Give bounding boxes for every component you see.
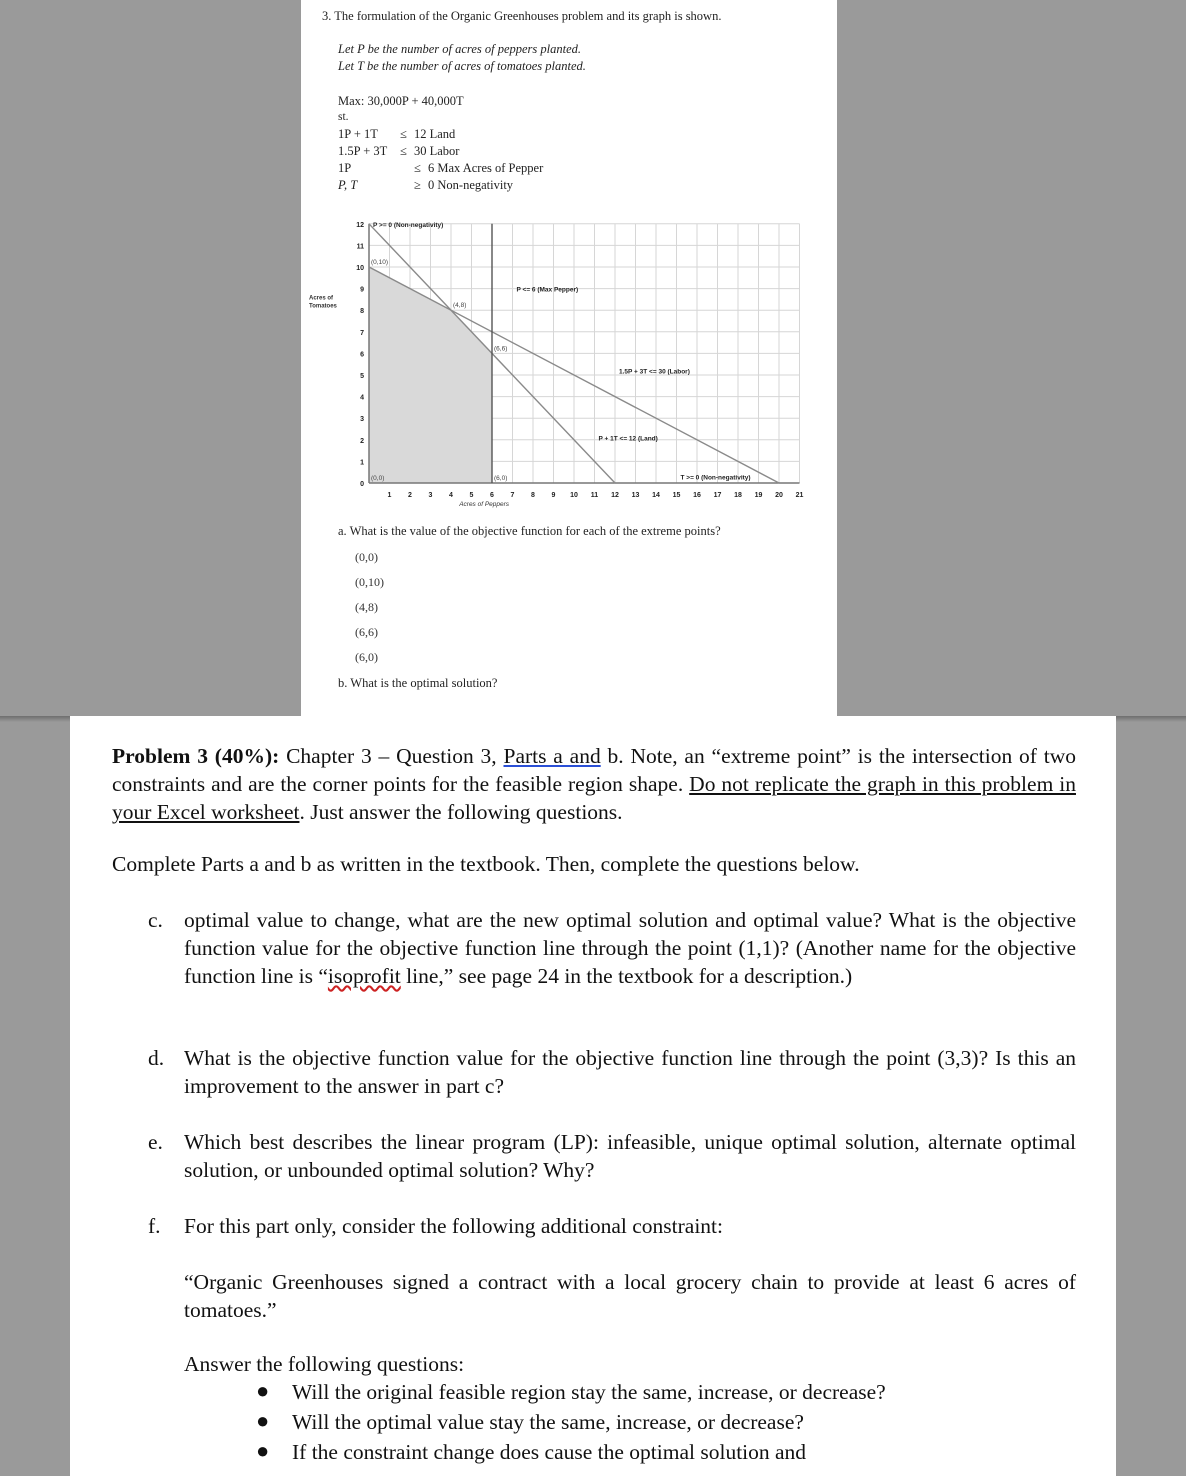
question-e-label: e. xyxy=(148,1130,163,1154)
question-f-text: For this part only, consider the following additional constraint: xyxy=(184,1214,724,1238)
point-label: (0,10) xyxy=(371,259,388,266)
question-c xyxy=(148,906,1076,990)
y-tick-label: 12 xyxy=(356,221,364,229)
textbook-title: 3. The formulation of the Organic Greenhouses problem and its graph is shown. xyxy=(322,9,722,23)
x-tick-label: 3 xyxy=(428,492,433,499)
x-tick-label: 7 xyxy=(510,492,515,499)
x-tick-label: 12 xyxy=(611,492,619,499)
chart-annotation: 1.5P + 3T <= 30 (Labor) xyxy=(619,368,690,376)
extreme-point: (6,0) xyxy=(355,650,378,664)
question-f xyxy=(148,1212,1076,1240)
chart-annotation: P >= 0 (Non-negativity) xyxy=(373,221,444,229)
extreme-point: (6,6) xyxy=(355,625,378,639)
y-tick-label: 3 xyxy=(360,416,364,424)
question-c-label: c. xyxy=(148,908,163,932)
point-label: (0,0) xyxy=(371,475,385,482)
answer-header: Answer the following questions: xyxy=(184,1352,465,1376)
x-axis-title: Acres of Peppers xyxy=(459,501,510,508)
st-label: st. xyxy=(338,111,349,123)
parts-underlined: Parts a and xyxy=(503,744,601,768)
x-tick-label: 4 xyxy=(449,492,453,499)
point-label: (6,0) xyxy=(494,475,508,482)
problem-tail: . Just answer the following questions. xyxy=(299,800,623,824)
problem-label: Problem 3 xyxy=(112,744,208,768)
y-axis-title: Acres of xyxy=(309,295,334,302)
point-label: (4,8) xyxy=(453,302,467,310)
question-c-text-end: line,” see page 24 in the textbook for a description.) xyxy=(400,964,853,988)
list-item: ● Will the original feasible region stay the same, increase, or decrease? xyxy=(256,1378,886,1404)
question-d-label: d. xyxy=(148,1046,165,1070)
point-label: (6,6) xyxy=(494,345,508,353)
question-d-text: What is the objective function value for the objective function line through the point (3,3)? Is this an improvement to the answer in part c? xyxy=(184,1046,1076,1098)
y-tick-label: 7 xyxy=(360,329,364,337)
extreme-point: (0,10) xyxy=(355,575,384,589)
y-tick-label: 6 xyxy=(360,351,364,359)
problem-lead: Chapter 3 – Question 3, xyxy=(286,744,504,768)
constraint-row: 1P + 1T ≤ 12 Land xyxy=(338,127,456,141)
y-tick-label: 11 xyxy=(356,243,364,251)
x-tick-label: 15 xyxy=(672,492,681,499)
let-t: Let T be the number of acres of tomatoes planted. xyxy=(338,59,586,73)
y-tick-label: 4 xyxy=(360,394,364,402)
extreme-point: (4,8) xyxy=(355,600,378,614)
x-tick-label: 10 xyxy=(570,492,578,499)
textbook-panel xyxy=(301,0,837,716)
y-tick-label: 0 xyxy=(360,481,364,488)
chart-annotation: P <= 6 (Max Pepper) xyxy=(516,286,579,294)
x-tick-label: 9 xyxy=(551,492,556,499)
list-item: ● Will the optimal value stay the same, increase, or decrease? xyxy=(256,1408,804,1434)
y-tick-label: 5 xyxy=(360,373,364,380)
y-axis-title: Tomatoes xyxy=(309,303,337,310)
no-replicate-note: Do not replicate the graph in this problem in your Excel worksheet xyxy=(112,772,1076,824)
y-tick-label: 1 xyxy=(360,459,364,467)
isoprofit-word: isoprofit xyxy=(327,964,401,988)
question-e-text: Which best describes the linear program (LP): infeasible, unique optimal solution, alternate optimal solution, or unbounded optimal solution? Why? xyxy=(184,1130,1076,1182)
y-tick-label: 9 xyxy=(360,286,364,294)
constraint-row: P, T ≥ 0 Non-negativity xyxy=(338,178,514,192)
x-tick-label: 16 xyxy=(693,492,701,499)
question-b: b. What is the optimal solution? xyxy=(338,676,498,690)
problem-document xyxy=(70,716,1116,1476)
x-tick-label: 21 xyxy=(795,492,804,499)
question-c-text: optimal value to change, what are the new optimal solution and optimal value? What is the objective function value for the objective function line through the point (1,1)? (Another name for the objective function line is “ xyxy=(184,908,1076,988)
x-tick-label: 8 xyxy=(531,492,535,499)
lp-graph xyxy=(307,210,827,515)
y-tick-label: 8 xyxy=(360,308,364,316)
complete-instructions: Complete Parts a and b as written in the textbook. Then, complete the questions below. xyxy=(112,852,860,876)
y-tick-label: 2 xyxy=(360,437,364,445)
x-tick-label: 1 xyxy=(387,492,392,499)
extreme-point: (0,0) xyxy=(355,550,378,564)
x-tick-label: 14 xyxy=(652,492,660,499)
question-f-label: f. xyxy=(148,1214,161,1238)
question-e xyxy=(148,1128,1076,1184)
chart-annotation: P + 1T <= 12 (Land) xyxy=(598,435,658,443)
x-tick-label: 2 xyxy=(408,492,412,499)
problem-note: b. Note, an “extreme point” is the intersection of two constraints and are the corner points for the feasible region shape. xyxy=(112,744,1076,796)
question-d xyxy=(148,1044,1076,1100)
let-p: Let P be the number of acres of peppers planted. xyxy=(338,42,582,56)
x-tick-label: 20 xyxy=(775,492,783,499)
x-tick-label: 17 xyxy=(713,492,722,499)
list-item: ● If the constraint change does cause the optimal solution and xyxy=(256,1438,807,1464)
question-a: a. What is the value of the objective function for each of the extreme points? xyxy=(338,524,721,538)
problem-intro xyxy=(112,742,1076,826)
x-tick-label: 18 xyxy=(734,492,742,499)
x-tick-label: 5 xyxy=(469,492,474,499)
constraint-row: 1.5P + 3T ≤ 30 Labor xyxy=(338,144,460,158)
x-tick-label: 13 xyxy=(631,492,640,499)
x-tick-label: 19 xyxy=(754,492,763,499)
x-tick-label: 11 xyxy=(590,492,599,499)
constraint-row: 1P ≤ 6 Max Acres of Pepper xyxy=(338,161,544,175)
y-tick-label: 10 xyxy=(356,265,364,272)
problem-weight: (40%): xyxy=(207,744,287,768)
constraint-quote: “Organic Greenhouses signed a contract with a local grocery chain to provide at least 6 acres of tomatoes.” xyxy=(184,1270,1076,1322)
x-tick-label: 6 xyxy=(490,492,494,499)
objective: Max: 30,000P + 40,000T xyxy=(338,94,464,108)
chart-annotation: T >= 0 (Non-negativity) xyxy=(680,474,751,482)
